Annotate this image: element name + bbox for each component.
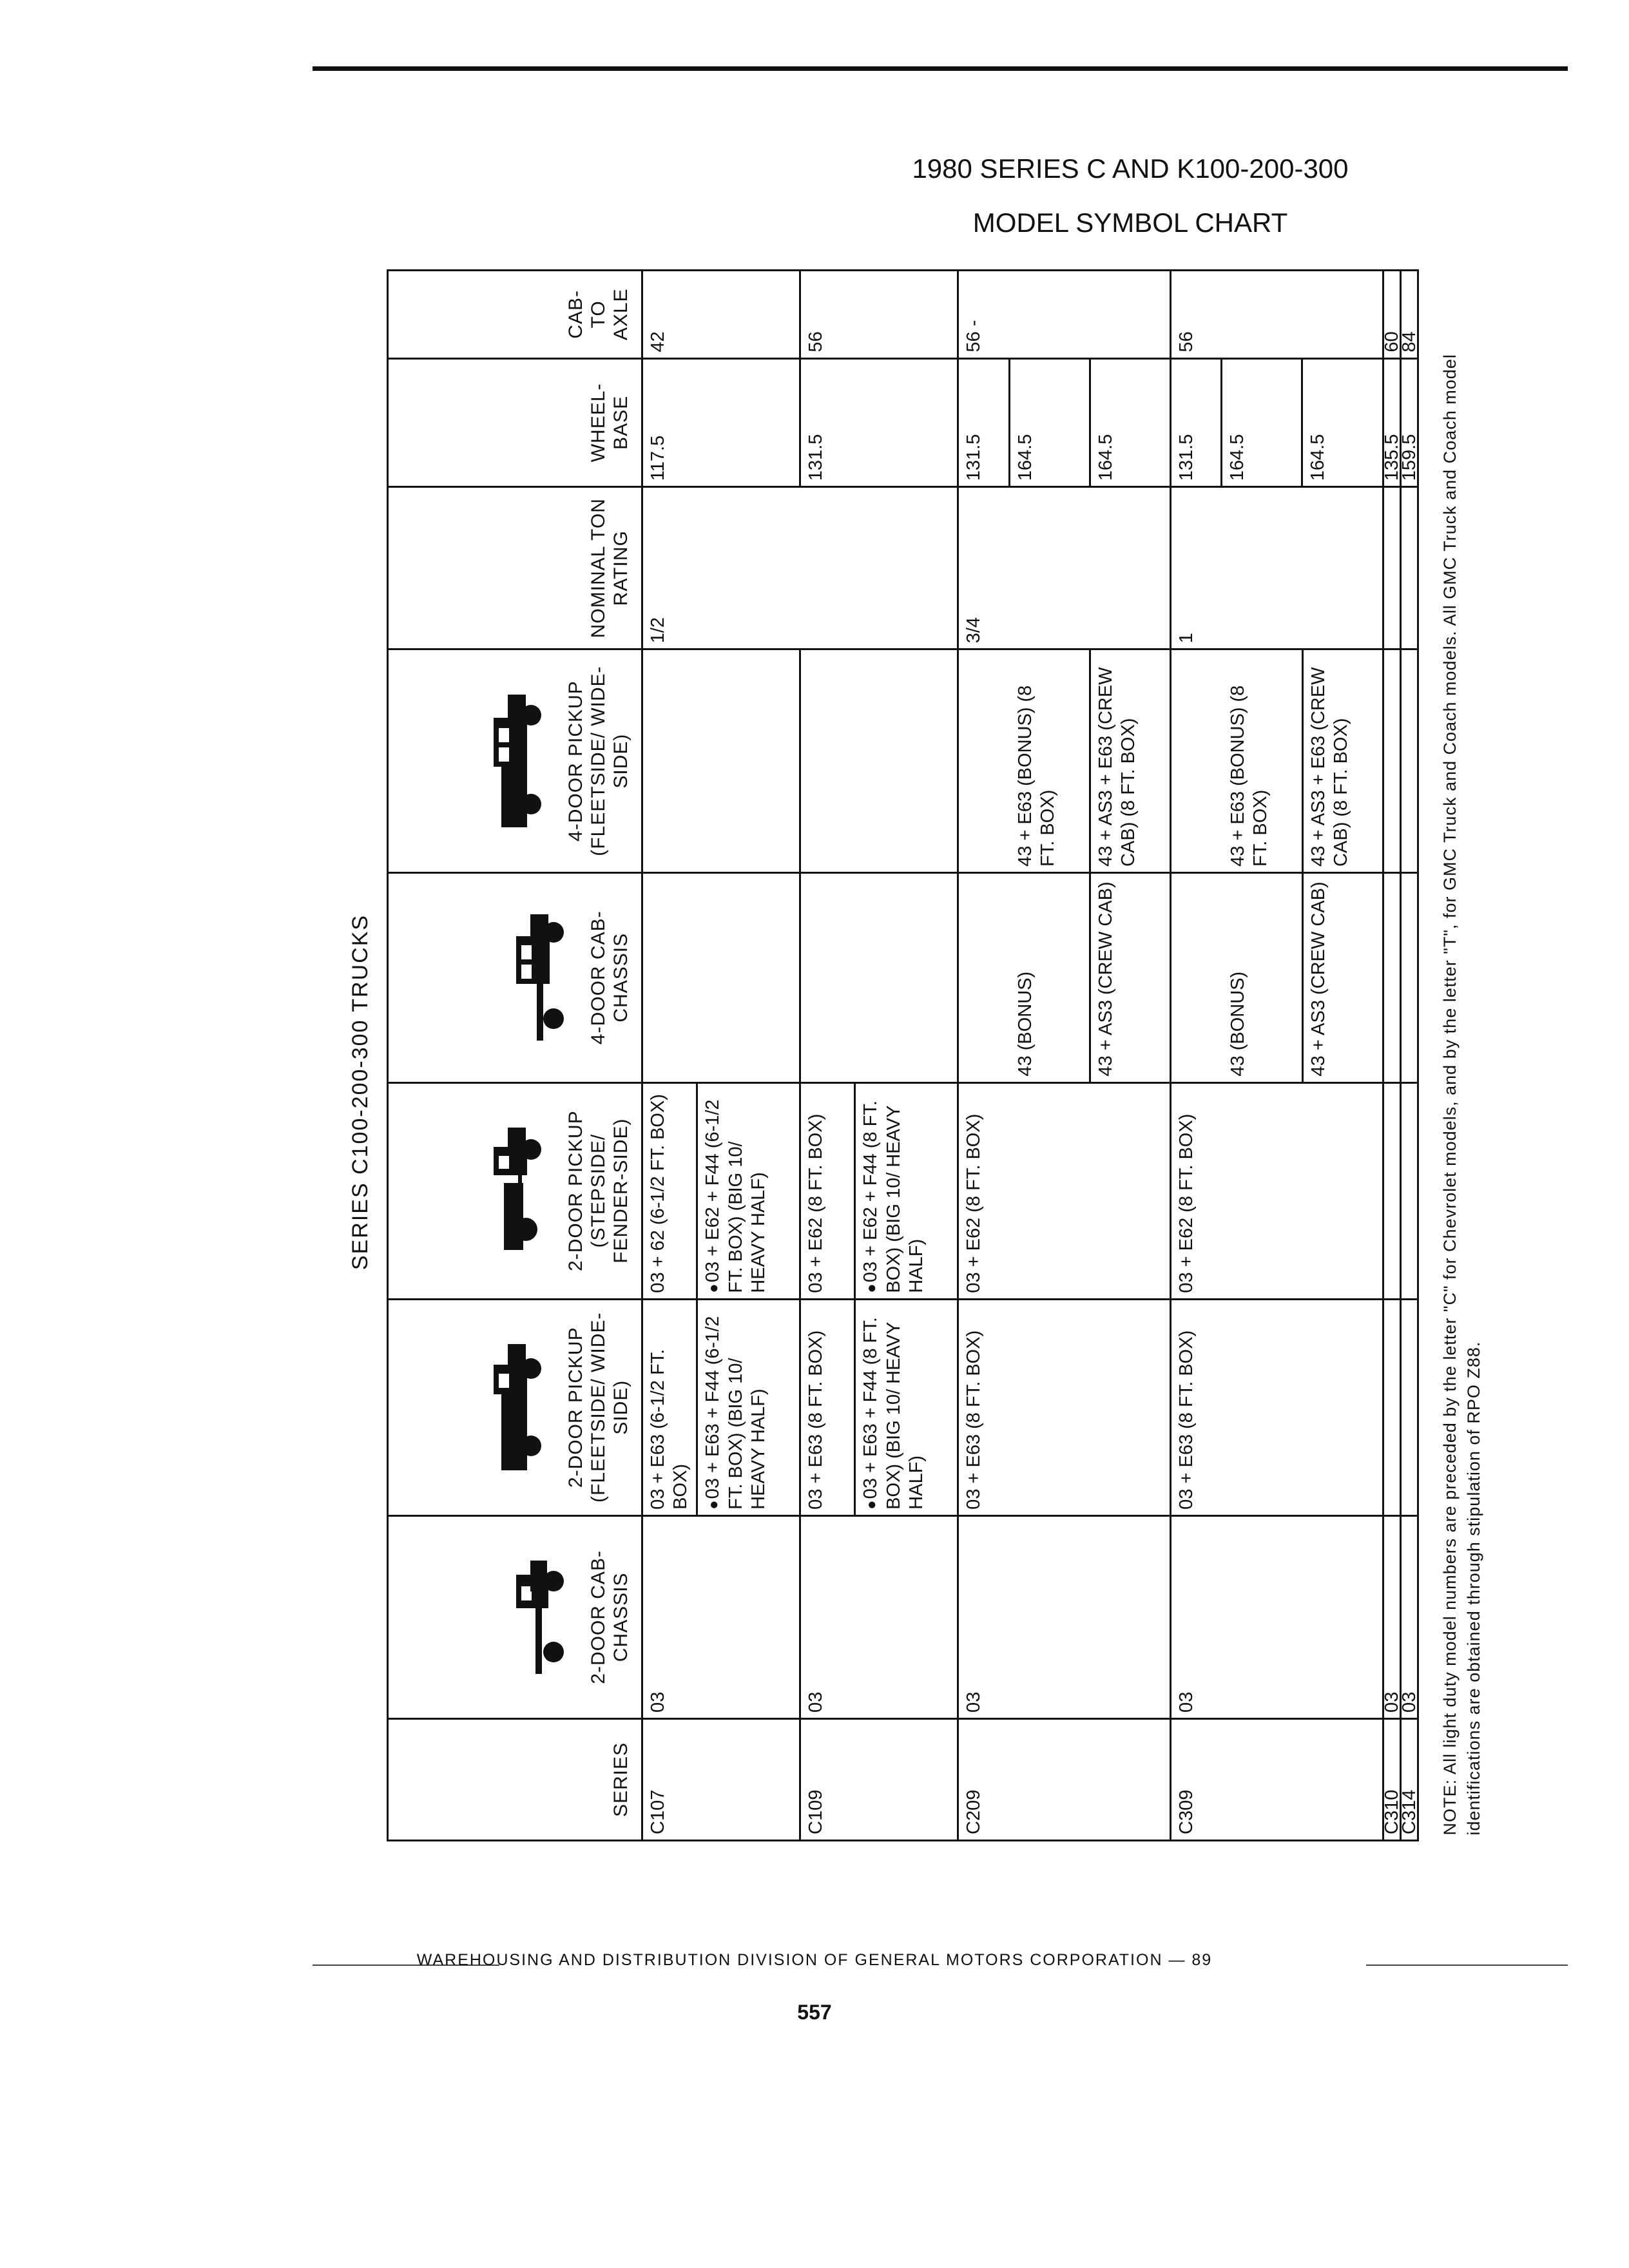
- truck-fleetside-icon: [488, 1343, 546, 1472]
- wheelbase-crew-cell: 164.5: [1090, 358, 1171, 487]
- cab4-crew-entry: 43 + AS3 (CREW CAB): [1308, 881, 1329, 1077]
- footnote: NOTE: All light duty model numbers are preceded by the letter "C" for Chevrolet models, and by the letter "T", for GMC Truck and Coach models. All GMC Truck and Coach model identifications are obtained through stipulation of RPO Z88.: [1440, 354, 1483, 1836]
- truck-stepside-icon: [488, 1126, 546, 1255]
- wheelbase-cell: 135.5: [1383, 358, 1401, 487]
- cab-chassis-cell: 03: [1171, 1515, 1383, 1718]
- wheelbase-crew-cell: 164.5: [1302, 358, 1383, 487]
- table-row: [1171, 271, 1222, 1841]
- cab4-spacer: [1171, 874, 1223, 1082]
- stepside-cell: 03 + 62 (6-1/2 FT. BOX): [642, 1082, 697, 1299]
- pickup4-bonus-entry: 43 + E63 (BONUS) (8 FT. BOX): [1223, 650, 1304, 872]
- fleetside-f44-cell: ● 03 + E63 + F44 (8 FT. BOX) (BIG 10/ HEAVY HALF): [855, 1299, 958, 1515]
- pickup4-spacer: [959, 650, 1010, 872]
- wheelbase-cell: 131.5: [1171, 358, 1222, 487]
- empty-cell: [1383, 649, 1401, 873]
- fleetside-cell: 03 + E63 (8 FT. BOX): [1171, 1299, 1383, 1515]
- ton-cell: 3/4: [958, 487, 1171, 649]
- section-title: SERIES C100-200-300 TRUCKS: [348, 914, 372, 1271]
- cab4-cell: [1171, 872, 1383, 1082]
- wheelbase-cell: 131.5: [958, 358, 1010, 487]
- table-row: [958, 271, 1010, 1841]
- footer-division: WAREHOUSING AND DISTRIBUTION DIVISION OF GENERAL MOTORS CORPORATION — 89: [416, 1951, 1213, 1969]
- col-header-series: SERIES: [388, 1718, 642, 1840]
- col-header-cab-to-axle: CAB-TO AXLE: [388, 271, 642, 359]
- note-row: [1418, 271, 1490, 1841]
- cab-chassis-cell: 03: [1383, 1515, 1401, 1718]
- fleetside-cell: 03 + E63 (8 FT. BOX): [800, 1299, 855, 1515]
- empty-cell: [1401, 487, 1418, 649]
- cab-axle-cell: 84: [1401, 271, 1418, 359]
- stepside-cell: 03 + E62 (8 FT. BOX): [800, 1082, 855, 1299]
- cab-chassis-cell: 03: [958, 1515, 1171, 1718]
- empty-cell: [1401, 1299, 1418, 1515]
- page-number: 557: [797, 2001, 832, 2024]
- empty-cell: [1383, 1082, 1401, 1299]
- cab4-spacer: [959, 874, 1010, 1082]
- cab-axle-cell: 60: [1383, 271, 1401, 359]
- top-rule: [313, 66, 1568, 71]
- series-cell: C209: [958, 1718, 1171, 1840]
- cab-axle-cell: 56: [800, 271, 958, 359]
- wheelbase-cell: 159.5: [1401, 358, 1418, 487]
- series-cell: C109: [800, 1718, 958, 1840]
- pickup4-cell: [642, 649, 800, 873]
- pickup4-cell: [958, 649, 1171, 873]
- truck-cab-chassis-icon: [511, 1559, 569, 1675]
- table-row: [1383, 271, 1401, 1841]
- pickup4-crew-entry: 43 + AS3 + E63 (CREW CAB) (8 FT. BOX): [1308, 667, 1351, 867]
- pickup4-cell: [1171, 649, 1383, 873]
- series-cell: C314: [1401, 1718, 1418, 1840]
- stepside-f44-cell: ● 03 + E62 + F44 (6-1/2 FT. BOX) (BIG 10/ HEAVY HALF): [697, 1082, 800, 1299]
- cab4-bonus-entry: 43 (BONUS): [1223, 874, 1304, 1082]
- col-header-2door-cab-chassis: 2-DOOR CAB-CHASSIS: [388, 1515, 642, 1718]
- rotated-chart: [348, 258, 1483, 1927]
- col-header-wheelbase: WHEEL- BASE: [388, 358, 642, 487]
- wheelbase-cell: 117.5: [642, 358, 800, 487]
- cab4-bonus-entry: 43 (BONUS): [1010, 874, 1091, 1082]
- stepside-cell: 03 + E62 (8 FT. BOX): [958, 1082, 1171, 1299]
- fleetside-cell: 03 + E63 (6-1/2 FT. BOX): [642, 1299, 697, 1515]
- wheelbase-bonus-cell: 164.5: [1221, 358, 1302, 487]
- cab4-cell: [642, 872, 800, 1082]
- empty-cell: [1383, 1299, 1401, 1515]
- pickup4-bonus-entry: 43 + E63 (BONUS) (8 FT. BOX): [1010, 650, 1091, 872]
- col-header-2door-fleetside: 2-DOOR PICKUP (FLEETSIDE/ WIDE-SIDE): [388, 1299, 642, 1515]
- col-header-4door-pickup: 4-DOOR PICKUP (FLEETSIDE/ WIDE-SIDE): [388, 649, 642, 873]
- fleetside-cell: 03 + E63 (8 FT. BOX): [958, 1299, 1171, 1515]
- empty-cell: [1383, 872, 1401, 1082]
- col-header-4door-cab-chassis: 4-DOOR CAB-CHASSIS: [388, 872, 642, 1082]
- series-cell: C107: [642, 1718, 800, 1840]
- cab-chassis-cell: 03: [1401, 1515, 1418, 1718]
- stepside-cell: 03 + E62 (8 FT. BOX): [1171, 1082, 1383, 1299]
- empty-cell: [1401, 872, 1418, 1082]
- cab-chassis-cell: 03: [800, 1515, 958, 1718]
- cab-axle-cell: 56 -: [958, 271, 1171, 359]
- empty-cell: [1401, 649, 1418, 873]
- empty-cell: [1401, 1082, 1418, 1299]
- col-header-ton-rating: NOMINAL TON RATING: [388, 487, 642, 649]
- model-symbol-table: [387, 269, 1490, 1841]
- cab-axle-cell: 56: [1171, 271, 1383, 359]
- table-row: [642, 271, 697, 1841]
- ton-cell: 1/2: [642, 487, 958, 649]
- series-cell: C309: [1171, 1718, 1383, 1840]
- stepside-f44-cell: ● 03 + E62 + F44 (8 FT. BOX) (BIG 10/ HEAVY HALF): [855, 1082, 958, 1299]
- col-header-2door-stepside: 2-DOOR PICKUP (STEPSIDE/ FENDER-SIDE): [388, 1082, 642, 1299]
- table-row: [1401, 271, 1418, 1841]
- cab4-cell: [958, 872, 1171, 1082]
- cab4-cell: [800, 872, 958, 1082]
- pickup4-spacer: [1171, 650, 1223, 872]
- pickup4-cell: [800, 649, 958, 873]
- fleetside-f44-cell: ● 03 + E63 + F44 (6-1/2 FT. BOX) (BIG 10/ HEAVY HALF): [697, 1299, 800, 1515]
- truck-crewcab-chassis-icon: [511, 913, 569, 1042]
- pickup4-crew-entry: 43 + AS3 + E63 (CREW CAB) (8 FT. BOX): [1095, 667, 1139, 867]
- cab-chassis-cell: 03: [642, 1515, 800, 1718]
- page-subtitle: MODEL SYMBOL CHART: [972, 207, 1288, 238]
- series-cell: C310: [1383, 1718, 1401, 1840]
- wheelbase-cell: 131.5: [800, 358, 958, 487]
- page-title: 1980 SERIES C AND K100-200-300: [912, 153, 1349, 184]
- cab4-crew-entry: 43 + AS3 (CREW CAB): [1095, 881, 1116, 1077]
- truck-crewcab-pickup-icon: [488, 693, 546, 829]
- ton-cell: 1: [1171, 487, 1383, 649]
- empty-cell: [1383, 487, 1401, 649]
- cab-axle-cell: 42: [642, 271, 800, 359]
- wheelbase-bonus-cell: 164.5: [1010, 358, 1090, 487]
